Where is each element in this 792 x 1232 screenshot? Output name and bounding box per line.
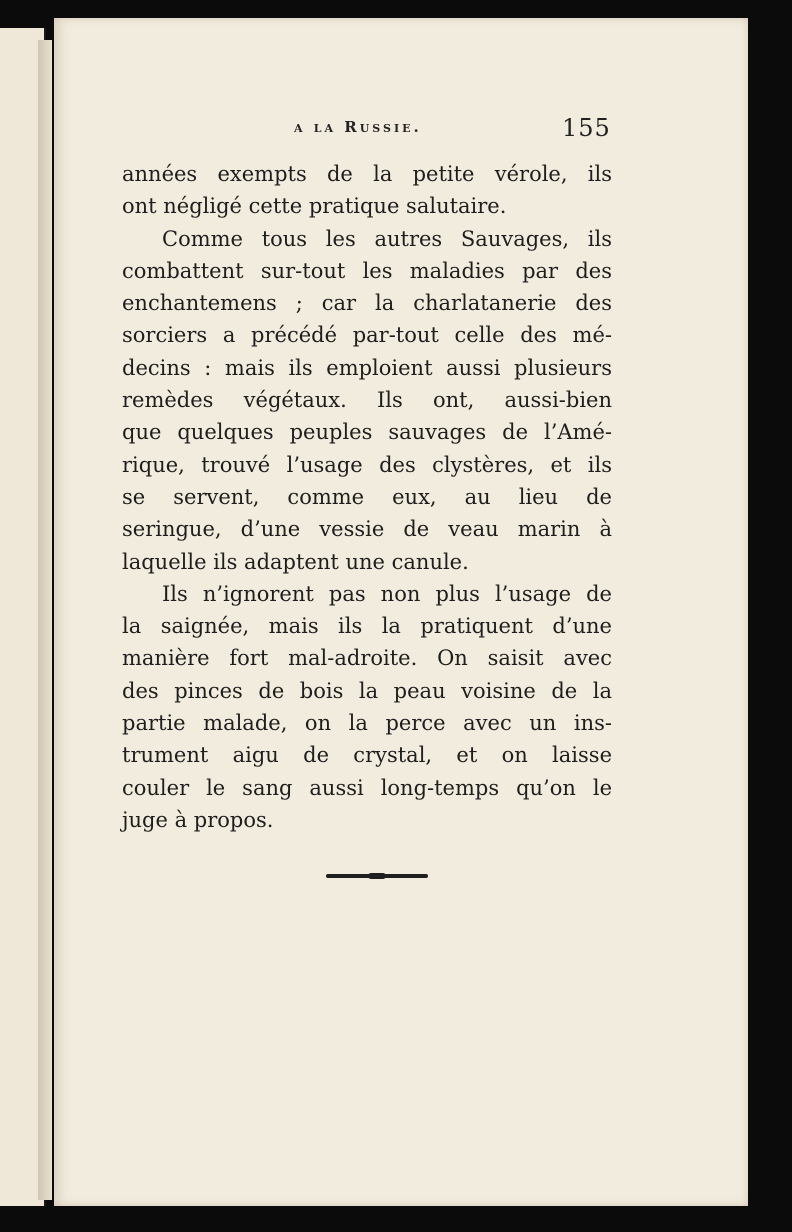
- text-line: manière fort mal-adroite. On saisit avec: [122, 646, 612, 671]
- book-page: [54, 18, 748, 1206]
- text-line: Comme tous les autres Sauvages, ils: [162, 226, 612, 251]
- text-line: ont négligé cette pratique salutaire.: [122, 194, 507, 219]
- text-line: des pinces de bois la peau voisine de la: [122, 678, 612, 703]
- text-line: seringue, d’une vessie de veau marin à: [122, 517, 612, 542]
- text-line: enchantemens ; car la charlatanerie des: [122, 291, 612, 316]
- running-title: a la Russie.: [294, 118, 422, 136]
- text-line: remèdes végétaux. Ils ont, aussi-bien: [122, 388, 612, 413]
- text-line: rique, trouvé l’usage des clystères, et ils: [122, 452, 612, 477]
- text-line: Ils n’ignorent pas non plus l’usage de: [162, 581, 612, 606]
- text-line: se servent, comme eux, au lieu de: [122, 484, 612, 509]
- text-line: partie malade, on la perce avec un ins-: [122, 711, 612, 736]
- text-line: que quelques peuples sauvages de l’Amé-: [122, 420, 612, 445]
- text-line: années exempts de la petite vérole, ils: [122, 162, 612, 186]
- text-line: decins : mais ils emploient aussi plusieurs: [122, 355, 612, 380]
- text-line: juge à propos.: [122, 807, 274, 832]
- end-ornament-rule: [326, 874, 428, 878]
- text-line: la saignée, mais ils la pratiquent d’une: [122, 614, 612, 639]
- body-text: [122, 158, 612, 836]
- page-number: 155: [562, 114, 611, 142]
- text-line: combattent sur-tout les maladies par des: [122, 258, 612, 283]
- text-line: couler le sang aussi long-temps qu’on le: [122, 775, 612, 800]
- running-head: [54, 114, 748, 144]
- text-line: laquelle ils adaptent une canule.: [122, 549, 469, 574]
- text-line: trument aigu de crystal, et on laisse: [122, 743, 612, 768]
- text-line: sorciers a précédé par-tout celle des mé-: [122, 323, 612, 348]
- gutter-shadow: [38, 40, 52, 1200]
